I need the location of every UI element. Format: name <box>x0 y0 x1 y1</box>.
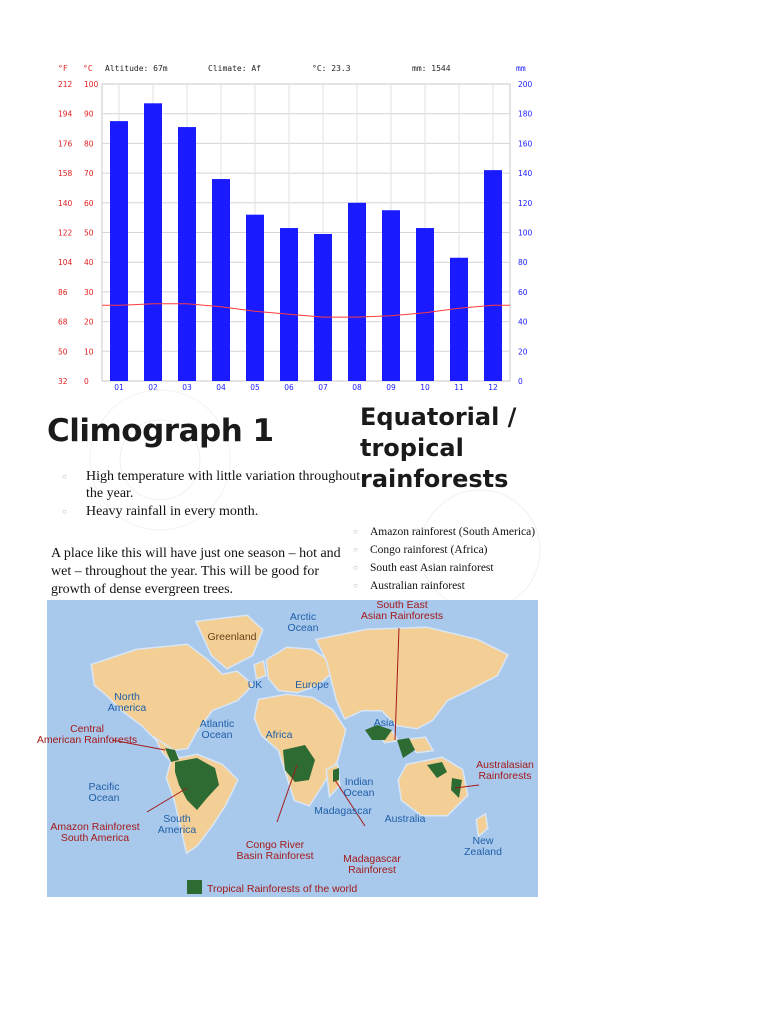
rainfall-bar <box>314 234 332 381</box>
tick-label-celsius: 20 <box>84 317 94 327</box>
pacific-ocean-label: Pacific Ocean <box>88 781 120 804</box>
tick-label-fahrenheit: 212 <box>58 80 73 89</box>
tick-label-mm: 0 <box>518 377 523 386</box>
asia-label: Asia <box>373 717 395 729</box>
month-tick-label: 09 <box>386 383 396 392</box>
tick-label-mm: 180 <box>518 109 533 119</box>
tick-label-mm: 140 <box>518 169 533 179</box>
tick-label-fahrenheit: 68 <box>58 317 68 327</box>
month-tick-label: 02 <box>148 383 158 392</box>
amazon-rainforest-label: Amazon Rainforest South America <box>50 821 140 844</box>
tick-label-mm: 100 <box>518 228 533 238</box>
fahrenheit-unit: °F <box>58 64 68 73</box>
tick-label-mm: 160 <box>518 139 533 149</box>
month-tick-label: 10 <box>420 383 430 392</box>
south-east-asian-rainforests-label: South East Asian Rainforests <box>360 599 444 622</box>
rainfall-bar <box>348 203 366 381</box>
tick-label-celsius: 40 <box>84 258 94 268</box>
tick-label-mm: 120 <box>518 198 533 208</box>
arctic-ocean-label: Arctic Ocean <box>287 611 319 634</box>
list-item: ○ Congo rainforest (Africa) <box>353 541 553 559</box>
chart-header <box>58 64 526 73</box>
map-legend <box>187 880 357 895</box>
rainfall-bar <box>416 228 434 381</box>
europe-label: Europe <box>295 679 329 691</box>
madagascar-rainforest-label: Madagascar Rainforest <box>343 853 401 876</box>
climograph-chart <box>0 0 540 400</box>
month-tick-label: 08 <box>352 383 362 392</box>
rainfall-bar <box>246 215 264 381</box>
world-rainforest-map <box>36 599 538 897</box>
tick-label-celsius: 90 <box>84 109 94 119</box>
tick-label-fahrenheit: 104 <box>58 258 73 268</box>
new-zealand-label: New Zealand <box>464 835 502 858</box>
climograph-title: Climograph 1 <box>47 413 274 449</box>
tick-label-fahrenheit: 32 <box>58 377 68 386</box>
tick-label-celsius: 80 <box>84 139 94 149</box>
atlantic-ocean-label: Atlantic Ocean <box>199 718 235 741</box>
rainfall-bar <box>382 210 400 381</box>
month-tick-label: 03 <box>182 383 192 392</box>
month-tick-label: 07 <box>318 383 328 392</box>
rainfall-total-label: mm: 1544 <box>412 64 451 73</box>
tick-label-fahrenheit: 86 <box>58 287 68 297</box>
rainfall-bar <box>144 103 162 381</box>
mean-temp-label: °C: 23.3 <box>312 64 351 73</box>
list-item: ○ Heavy rainfall in every month. <box>62 503 362 520</box>
month-tick-label: 11 <box>454 383 464 392</box>
rainfall-bar <box>110 121 128 381</box>
list-item: ○ Amazon rainforest (South America) <box>353 523 553 541</box>
rainfall-bar <box>178 127 196 381</box>
month-tick-label: 12 <box>488 383 498 392</box>
australia-label: Australia <box>384 813 426 825</box>
tick-label-celsius: 0 <box>84 377 89 386</box>
mm-unit: mm <box>516 64 526 73</box>
legend-swatch <box>187 880 202 894</box>
legend-label: Tropical Rainforests of the world <box>207 883 358 895</box>
greenland-label: Greenland <box>207 631 257 643</box>
celsius-unit: °C <box>83 64 93 73</box>
climate-characteristics-list <box>62 468 362 521</box>
rainfall-bar <box>450 258 468 381</box>
climate-label: Climate: Af <box>208 64 261 73</box>
tick-label-mm: 60 <box>518 287 528 297</box>
tick-label-celsius: 30 <box>84 287 94 297</box>
madagascar-label: Madagascar <box>314 805 372 817</box>
rainforest-examples-list <box>353 523 553 595</box>
month-tick-label: 06 <box>284 383 294 392</box>
indian-ocean-label: Indian Ocean <box>343 776 375 799</box>
north-america-label: North America <box>107 691 147 714</box>
tick-label-celsius: 100 <box>84 80 99 89</box>
africa-label: Africa <box>265 729 293 741</box>
tick-label-mm: 80 <box>518 258 528 268</box>
month-tick-label: 01 <box>114 383 124 392</box>
tick-label-mm: 200 <box>518 80 533 89</box>
biome-title: Equatorial / tropical rainforests <box>360 403 517 493</box>
tick-label-fahrenheit: 50 <box>58 347 68 357</box>
tick-label-mm: 40 <box>518 317 528 327</box>
congo-rainforest-label: Congo River Basin Rainforest <box>236 839 314 862</box>
tick-label-fahrenheit: 194 <box>58 109 73 119</box>
list-item: ○ Australian rainforest <box>353 577 553 595</box>
tick-label-fahrenheit: 176 <box>58 139 73 149</box>
month-tick-label: 04 <box>216 383 226 392</box>
rainfall-bar <box>212 179 230 381</box>
tick-label-fahrenheit: 158 <box>58 169 73 179</box>
tick-label-fahrenheit: 122 <box>58 228 73 238</box>
description-paragraph: A place like this will have just one season – hot and wet – throughout the year. This will be good for growth of dense evergreen trees. <box>51 546 341 597</box>
central-american-rainforests-label: Central American Rainforests <box>36 723 138 746</box>
rainfall-bar <box>484 170 502 381</box>
rainfall-bar <box>280 228 298 381</box>
tick-label-celsius: 50 <box>84 228 94 238</box>
tick-label-celsius: 60 <box>84 198 94 208</box>
uk-label: UK <box>247 679 263 691</box>
tick-label-celsius: 70 <box>84 169 94 179</box>
list-item: ○ High temperature with little variation throughout the year. <box>62 468 362 502</box>
tick-label-mm: 20 <box>518 347 528 357</box>
month-tick-label: 05 <box>250 383 260 392</box>
altitude-label: Altitude: 67m <box>105 64 168 73</box>
south-america-label: South America <box>157 813 197 836</box>
list-item: ○ South east Asian rainforest <box>353 559 553 577</box>
tick-label-fahrenheit: 140 <box>58 198 73 208</box>
australasian-rainforests-label: Australasian Rainforests <box>476 759 534 782</box>
tick-label-celsius: 10 <box>84 347 94 357</box>
